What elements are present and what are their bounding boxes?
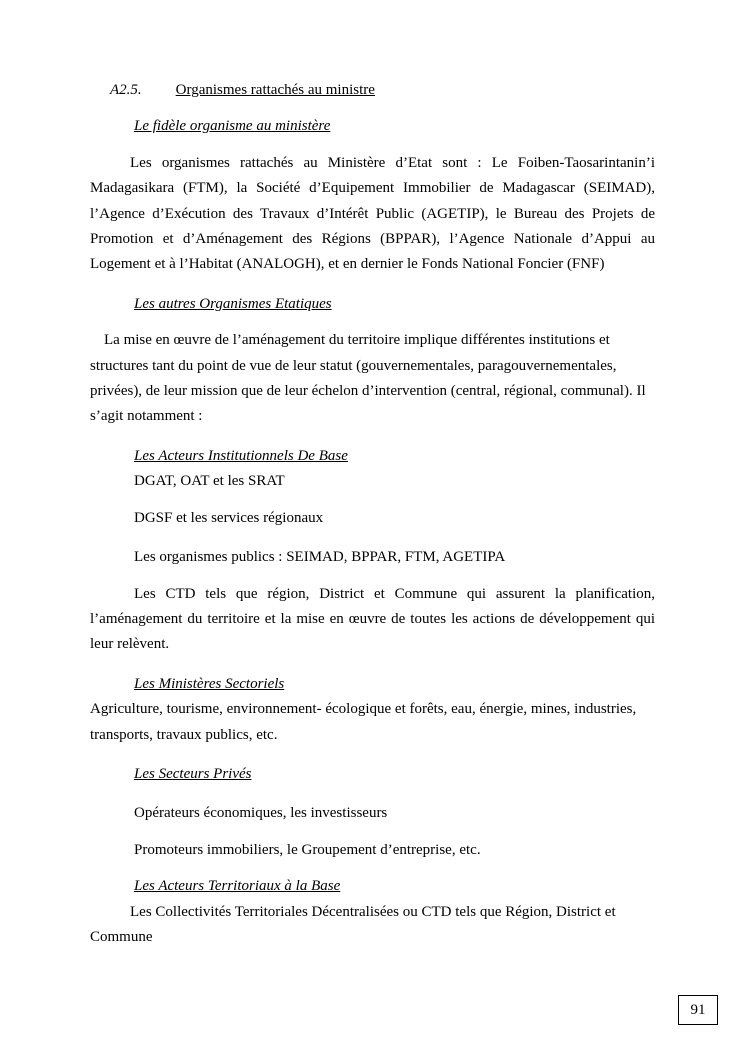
paragraph-organismes-rattaches: Les organismes rattachés au Ministère d’Etat sont : Le Foiben-Taosarintanin’i Madagasikara (FTM), la Société d’Equipement Immobilier de Madagascar (SEIMAD), l’Agence d’Exécution des Travaux d’Intérêt Public (AGETIP), le Bureau des Projets de Promotion et d’Aménagement des Régions (BPPAR), l’Agence Nationale d’Appui au Logement et à l’Habitat (ANALOGH), et en dernier le Fonds National Foncier (FNF) <box>90 154 655 273</box>
heading-secteurs-prives: Les Secteurs Privés <box>134 765 252 782</box>
paragraph-mise-en-oeuvre: La mise en œuvre de l’aménagement du territoire implique différentes institutions et structures tant du point de vue de leur statut (gouvernementales, paragouvernementales, privées), de leur mission que de leur échelon d’intervention (central, régional, communal). Il s’agit notamment : <box>90 332 646 425</box>
line-operateurs-economiques: Opérateurs économiques, les investisseurs <box>134 805 388 822</box>
section-title: Organismes rattachés au ministre <box>175 82 375 98</box>
section-header <box>110 78 655 103</box>
section-number: A2.5. <box>110 82 142 98</box>
heading-ministeres-sectoriels: Les Ministères Sectoriels <box>134 675 285 692</box>
line-dgat-oat-srat: DGAT, OAT et les SRAT <box>134 473 285 490</box>
heading-autres-organismes: Les autres Organismes Etatiques <box>134 295 332 312</box>
line-promoteurs-immobiliers: Promoteurs immobiliers, le Groupement d’entreprise, etc. <box>134 841 481 858</box>
heading-fidele-organisme: Le fidèle organisme au ministère <box>134 118 331 135</box>
page-number-box <box>678 995 718 1025</box>
line-dgsf-services: DGSF et les services régionaux <box>134 509 324 526</box>
paragraph-collectivites: Les Collectivités Territoriales Décentralisées ou CTD tels que Région, District et Commune <box>90 903 616 945</box>
paragraph-ctd: Les CTD tels que région, District et Commune qui assurent la planification, l’aménagement du territoire et la mise en œuvre de toutes les actions de développement qui leur relèvent. <box>90 585 655 653</box>
line-organismes-publics: Les organismes publics : SEIMAD, BPPAR, FTM, AGETIPA <box>134 549 506 566</box>
heading-acteurs-territoriaux: Les Acteurs Territoriaux à la Base <box>134 878 341 895</box>
paragraph-ministeres-liste: Agriculture, tourisme, environnement- écologique et forêts, eau, énergie, mines, industries, transports, travaux publics, etc. <box>90 701 637 743</box>
heading-acteurs-institutionnels: Les Acteurs Institutionnels De Base <box>134 447 348 464</box>
page-number: 91 <box>690 1001 706 1018</box>
